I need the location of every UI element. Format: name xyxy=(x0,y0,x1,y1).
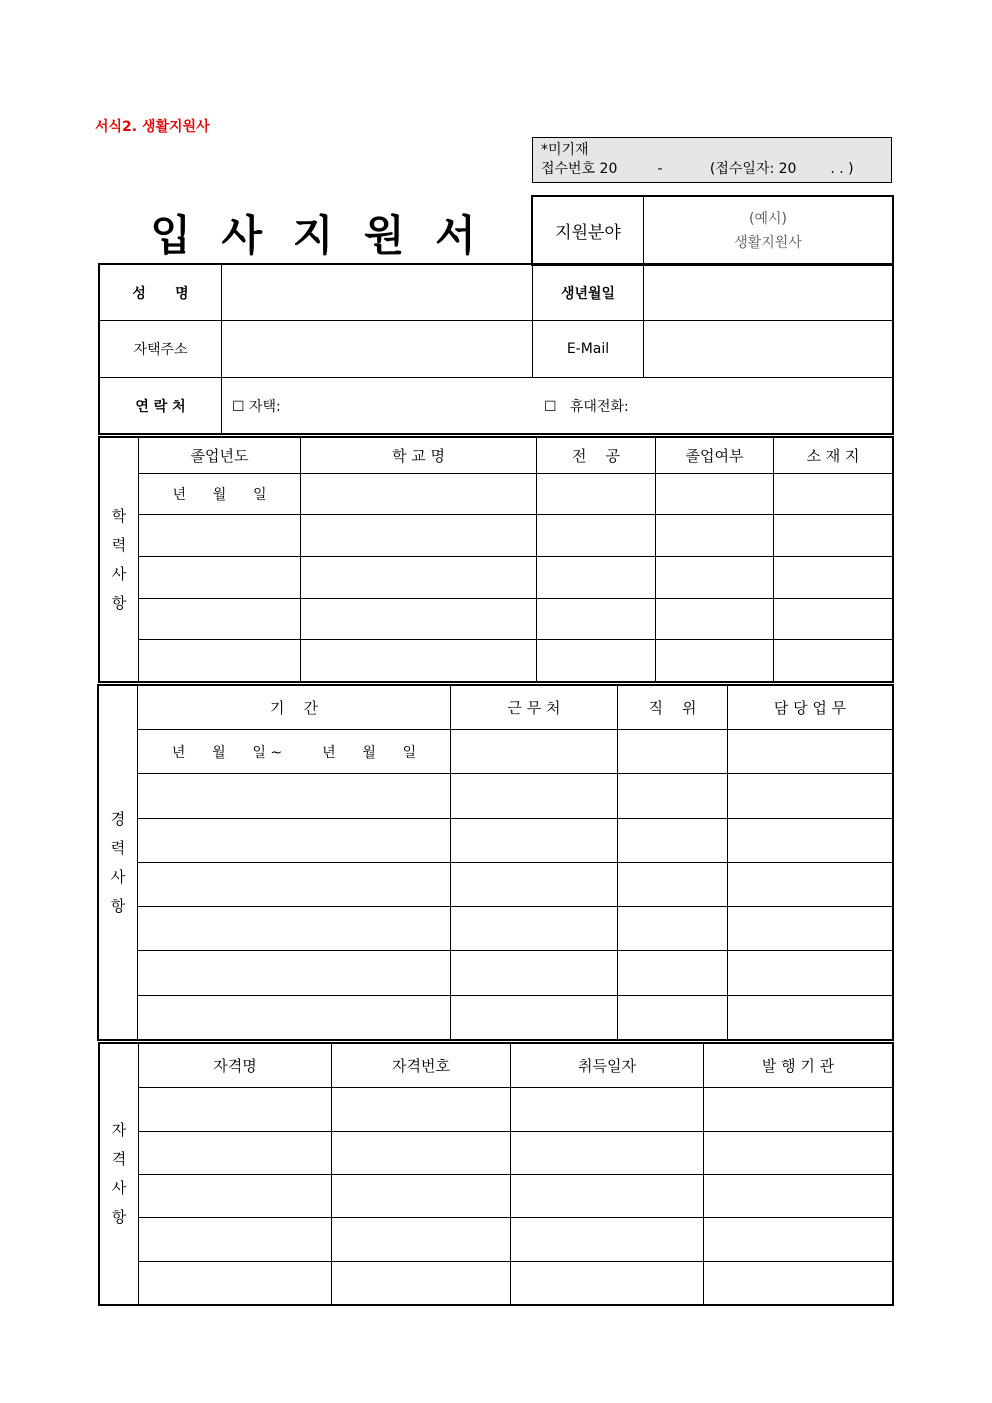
table-cell[interactable] xyxy=(728,863,893,907)
table-cell[interactable] xyxy=(138,819,451,863)
side-char: 사 xyxy=(111,1179,127,1197)
table-row xyxy=(100,1088,893,1132)
column-header: 자격번호 xyxy=(332,1044,511,1088)
table-row xyxy=(100,1262,893,1305)
table-cell[interactable] xyxy=(618,996,728,1040)
table-cell[interactable] xyxy=(138,774,451,819)
side-char: 항 xyxy=(111,1208,127,1226)
table-cell[interactable] xyxy=(728,996,893,1040)
table-row xyxy=(99,996,893,1040)
table-row xyxy=(99,730,893,774)
table-cell[interactable] xyxy=(139,1262,332,1305)
field-label: 지원분야 xyxy=(533,197,644,265)
table-cell[interactable] xyxy=(511,1088,704,1132)
column-header: 발 행 기 관 xyxy=(704,1044,893,1088)
career-table xyxy=(98,685,893,1040)
address-input[interactable] xyxy=(222,321,533,378)
receipt-note: *미기재 xyxy=(541,142,589,158)
table-cell[interactable] xyxy=(511,1132,704,1175)
table-cell[interactable] xyxy=(774,474,893,515)
table-row xyxy=(99,951,893,996)
table-cell[interactable] xyxy=(537,599,656,640)
table-cell[interactable] xyxy=(139,599,301,640)
table-cell[interactable] xyxy=(138,996,451,1040)
table-cell[interactable] xyxy=(656,640,774,682)
side-char: 력 xyxy=(110,838,126,857)
table-row xyxy=(100,640,893,682)
table-cell[interactable] xyxy=(618,774,728,819)
table-cell[interactable] xyxy=(618,951,728,996)
table-cell[interactable] xyxy=(139,1088,332,1132)
column-header: 근 무 처 xyxy=(451,686,618,730)
table-cell[interactable] xyxy=(618,819,728,863)
date-hint: 년 월 일 ~ 년 월 일 xyxy=(171,744,417,761)
education-side-label xyxy=(100,438,139,682)
column-header: 담 당 업 무 xyxy=(728,686,893,730)
table-cell[interactable] xyxy=(537,515,656,557)
table-row xyxy=(100,1175,893,1218)
column-header: 졸업년도 xyxy=(139,438,301,474)
table-cell[interactable] xyxy=(332,1175,511,1218)
table-cell[interactable] xyxy=(332,1262,511,1305)
table-cell[interactable] xyxy=(704,1218,893,1262)
side-char: 자 xyxy=(111,1121,127,1139)
table-cell[interactable] xyxy=(728,951,893,996)
table-cell[interactable] xyxy=(656,515,774,557)
table-row xyxy=(100,1132,893,1175)
table-row xyxy=(100,515,893,557)
table-row xyxy=(100,557,893,599)
table-cell[interactable] xyxy=(511,1262,704,1305)
table-cell[interactable] xyxy=(139,640,301,682)
side-char: 사 xyxy=(111,564,127,583)
side-char: 사 xyxy=(110,867,126,886)
table-cell[interactable] xyxy=(301,640,537,682)
table-cell[interactable] xyxy=(774,599,893,640)
field-example: (예시) xyxy=(749,210,787,227)
table-row xyxy=(100,599,893,640)
column-header: 전 공 xyxy=(537,438,656,474)
form-code: 서식2. 생활지원사 xyxy=(95,119,210,135)
table-cell[interactable] xyxy=(704,1132,893,1175)
page-title: 입 사 지 원 서 xyxy=(150,211,480,260)
table-cell[interactable] xyxy=(728,730,893,774)
side-char: 학 xyxy=(111,506,127,525)
table-cell[interactable] xyxy=(511,1175,704,1218)
table-cell[interactable] xyxy=(332,1088,511,1132)
table-row xyxy=(100,474,893,515)
side-char: 력 xyxy=(111,535,127,554)
email-label: E-Mail xyxy=(533,321,644,378)
table-cell[interactable] xyxy=(537,640,656,682)
column-header: 취득일자 xyxy=(511,1044,704,1088)
column-header: 학 교 명 xyxy=(301,438,537,474)
table-cell[interactable] xyxy=(301,557,537,599)
email-input[interactable] xyxy=(644,321,893,378)
table-row xyxy=(99,774,893,819)
table-cell[interactable] xyxy=(537,557,656,599)
receipt-date-dots: . . ) xyxy=(830,161,854,177)
home-phone-label: ☐ 자택: xyxy=(232,398,281,415)
table-cell[interactable] xyxy=(618,863,728,907)
table-cell[interactable] xyxy=(774,515,893,557)
table-cell[interactable] xyxy=(451,730,618,774)
career-side-label xyxy=(99,686,138,1040)
table-row xyxy=(100,1218,893,1262)
table-cell[interactable] xyxy=(656,599,774,640)
table-cell[interactable] xyxy=(332,1218,511,1262)
table-cell[interactable] xyxy=(139,557,301,599)
table-cell[interactable] xyxy=(139,515,301,557)
column-header: 자격명 xyxy=(139,1044,332,1088)
license-table xyxy=(99,1043,893,1305)
education-table xyxy=(99,437,893,682)
column-header: 기 간 xyxy=(138,686,451,730)
table-cell[interactable] xyxy=(451,996,618,1040)
table-cell[interactable] xyxy=(139,1132,332,1175)
table-cell[interactable] xyxy=(451,863,618,907)
date-hint: 년 월 일 xyxy=(172,487,267,503)
table-cell[interactable] xyxy=(138,730,451,774)
table-cell[interactable] xyxy=(301,515,537,557)
table-cell[interactable] xyxy=(704,1175,893,1218)
address-label: 자택주소 xyxy=(100,321,222,378)
table-cell[interactable] xyxy=(451,774,618,819)
table-cell[interactable] xyxy=(774,640,893,682)
table-cell[interactable] xyxy=(139,474,301,515)
side-char: 항 xyxy=(111,593,127,612)
name-label: 성 명 xyxy=(100,265,222,321)
column-header: 졸업여부 xyxy=(656,438,774,474)
table-cell[interactable] xyxy=(451,907,618,951)
table-cell[interactable] xyxy=(728,819,893,863)
table-cell[interactable] xyxy=(511,1218,704,1262)
table-cell[interactable] xyxy=(332,1132,511,1175)
birth-input[interactable] xyxy=(644,265,893,321)
side-char: 경 xyxy=(110,809,126,828)
mobile-phone-label: ☐ 휴대전화: xyxy=(544,398,629,415)
table-cell[interactable] xyxy=(728,774,893,819)
table-cell[interactable] xyxy=(618,730,728,774)
table-cell[interactable] xyxy=(774,557,893,599)
table-cell[interactable] xyxy=(728,907,893,951)
table-cell[interactable] xyxy=(301,599,537,640)
header-row xyxy=(99,686,893,730)
receipt-box xyxy=(532,137,892,183)
personal-info-table xyxy=(99,264,893,434)
side-char: 격 xyxy=(111,1150,127,1168)
contact-label: 연 락 처 xyxy=(100,378,222,434)
table-cell[interactable] xyxy=(656,557,774,599)
field-box xyxy=(532,196,893,265)
birth-label: 생년월일 xyxy=(533,265,644,321)
table-cell[interactable] xyxy=(301,474,537,515)
receipt-date-label: (접수일자: 20 xyxy=(709,161,797,177)
table-cell[interactable] xyxy=(138,907,451,951)
table-cell[interactable] xyxy=(138,951,451,996)
table-cell[interactable] xyxy=(139,1218,332,1262)
receipt-dash: - xyxy=(657,161,663,177)
column-header: 직 위 xyxy=(618,686,728,730)
table-row xyxy=(99,907,893,951)
side-char: 항 xyxy=(110,896,126,915)
header-row xyxy=(100,1044,893,1088)
table-cell[interactable] xyxy=(451,951,618,996)
table-cell[interactable] xyxy=(139,1175,332,1218)
license-side-label xyxy=(100,1044,139,1305)
name-input[interactable] xyxy=(222,265,533,321)
table-cell[interactable] xyxy=(656,474,774,515)
table-row xyxy=(99,819,893,863)
column-header: 소 재 지 xyxy=(774,438,893,474)
table-cell[interactable] xyxy=(138,863,451,907)
table-cell[interactable] xyxy=(704,1262,893,1305)
table-cell[interactable] xyxy=(618,907,728,951)
receipt-number-label: 접수번호 20 xyxy=(541,161,618,177)
table-cell[interactable] xyxy=(451,819,618,863)
header-row xyxy=(100,438,893,474)
table-cell[interactable] xyxy=(704,1088,893,1132)
table-cell[interactable] xyxy=(537,474,656,515)
table-row xyxy=(99,863,893,907)
contact-input[interactable] xyxy=(222,378,893,434)
field-value: 생활지원사 xyxy=(734,234,802,251)
field-value-cell[interactable] xyxy=(644,197,893,265)
